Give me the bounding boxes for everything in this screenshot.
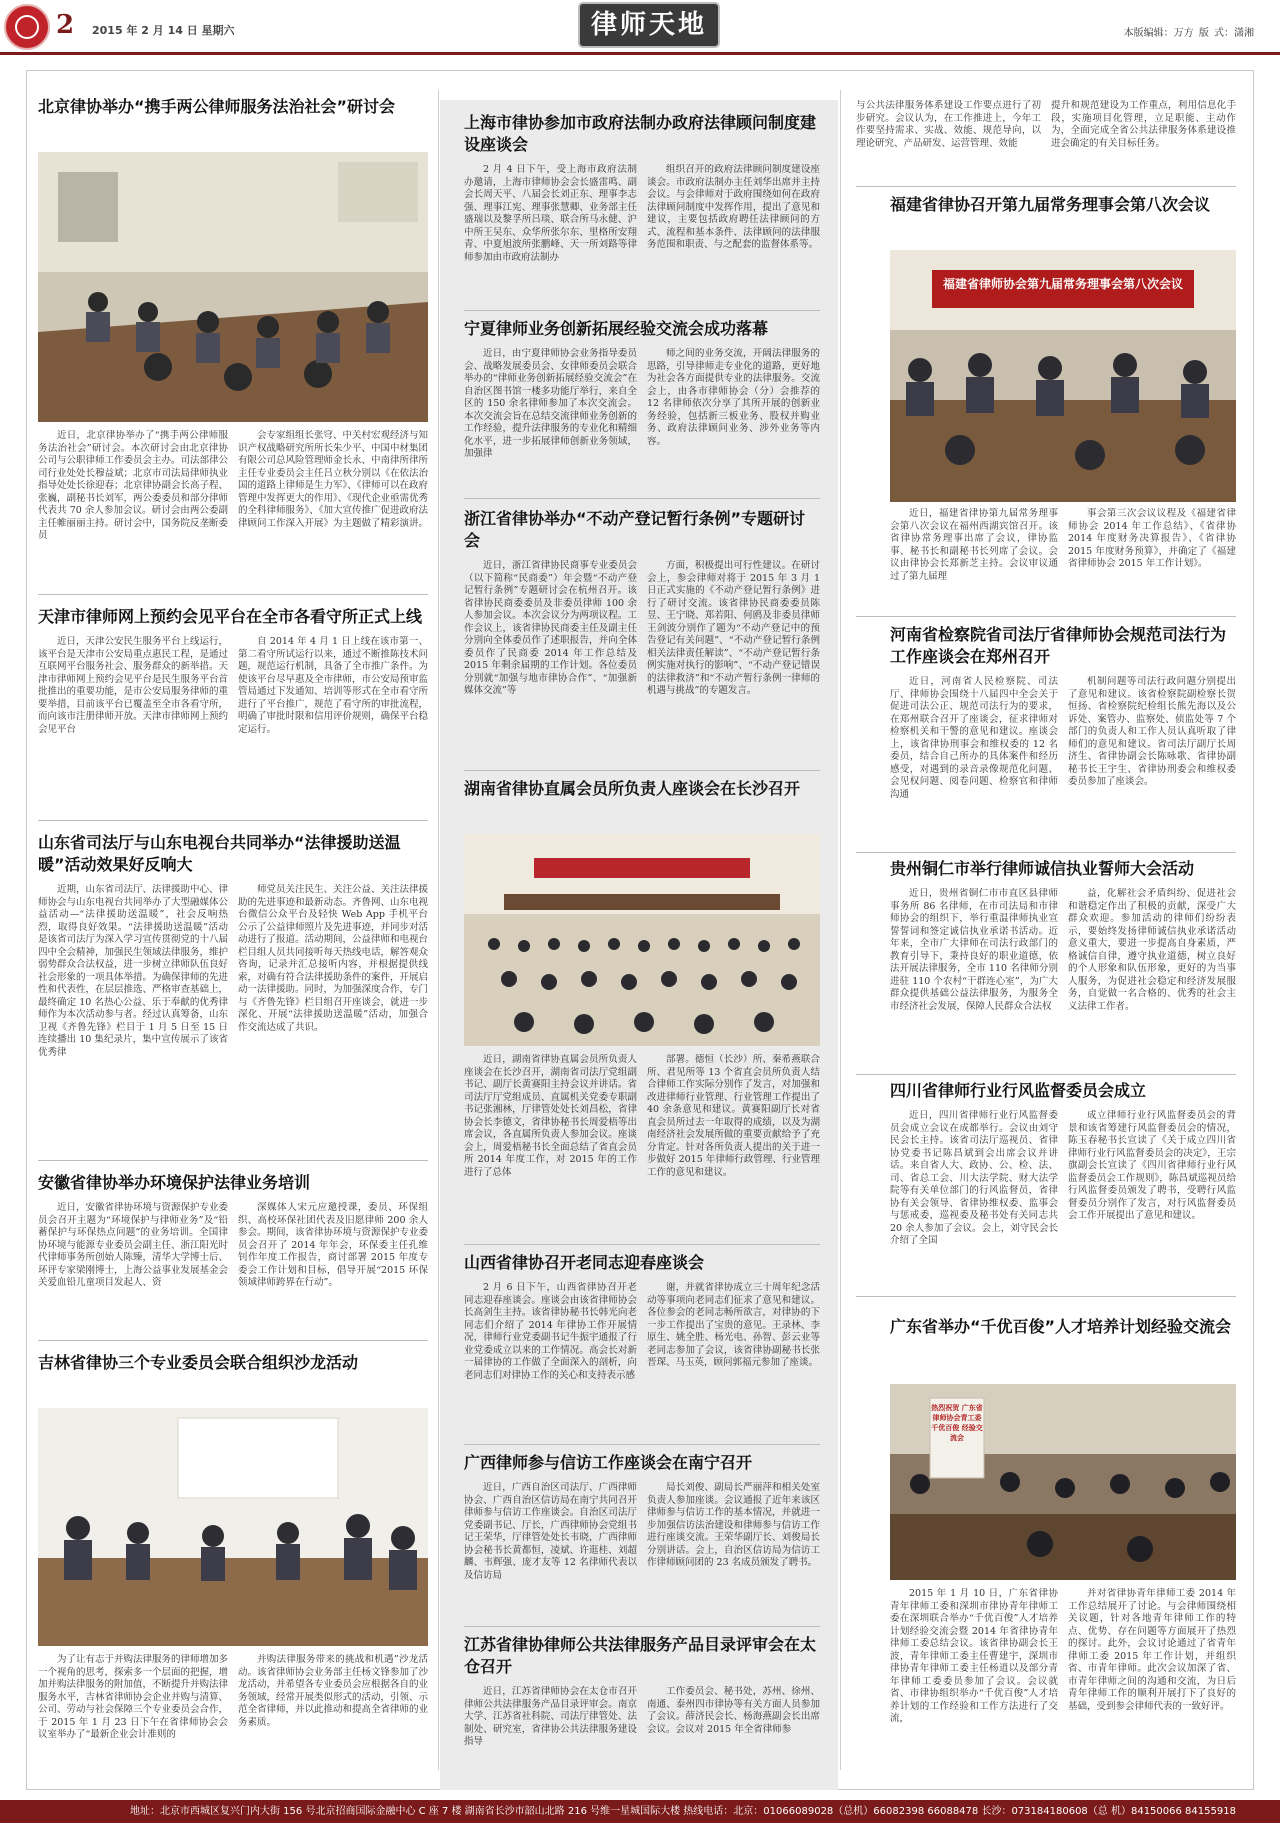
body-text: 师党员关注民生、关注公益、关注法律援助的先进事迹和最新动态。齐鲁网、山东电视台微信公众平台及轻快 Web App 手机平台公示了公益律师照片及先进事迹，并同步对活动进行了报道。活动期间，公益律师和电视台栏目组人员共同接听每天热线电话，解答观众咨询，记录并汇总接听内容，并根据提供线索，对确有符合法律援助条件的案件，开展启动一法律援助。同时，为加强深度合作，专门与《齐鲁先锋》栏目组召开座谈会，就进一步深化、开展“法律援助送温暖”活动，加强合作交流达成了共识。 <box>238 884 428 1033</box>
body-text: 与公共法律服务体系建设工作要点进行了初步研究。会议认为，在工作推进上，今年工作要坚持需求、实战、效能、规范导向，以理论研究、产品研发、运营管理、效能 <box>856 100 1041 149</box>
divider <box>38 1340 428 1341</box>
article-shanxi <box>464 1252 820 1420</box>
headline: 四川省律师行业行风监督委员会成立 <box>890 1081 1147 1100</box>
article-shandong <box>38 832 428 1146</box>
headline: 福建省律协召开第九届常务理事会第八次会议 <box>890 195 1211 214</box>
article-fujian <box>890 194 1236 224</box>
body-text: 并购法律服务带来的挑战和机遇”沙龙活动。该省律师协会业务部主任杨文锋参加了沙龙活动，并希望各专业委员会应根据各自的业务领域，经常开展类似形式的活动，引领、示范全省律师，并以此推动和提高全省律师的业务素质。 <box>238 1654 428 1728</box>
article-guangdong-body <box>890 1588 1236 1782</box>
divider <box>38 820 428 821</box>
divider <box>464 1444 820 1445</box>
body-text: 近日，四川省律师行业行风监督委员会成立会议在成都举行。会议由刘守民会长主持。该省司法厅巡视员、省律协党委书记陈昌斌到会出席会议并讲话。来自省人大、政协、公、检、法、司、省总工会、川大法学院、财大法学院等有关单位部门的行风监督员，省律协有关会领导、省律协维权委、监事会与惩戒委，巡视委及秘书处有关同志共 20 余人参加了会议。会上，刘守民会长介绍了全国 <box>890 1110 1058 1246</box>
article-beijing-body <box>38 430 428 570</box>
divider <box>464 1626 820 1627</box>
masthead: 律师天地 <box>578 2 720 48</box>
body-text: 近日，由宁夏律师协会业务指导委员会、战略发展委员会、女律师委员会联合举办的“律师业务创新拓展经验交流会”在自治区图书馆一楼多功能厅举行，来自全区的 150 余名律师参加了本次交流会。本次交流会旨在总结交流律师业务创新的工作经验，提升法律服务的专业化和精细化水平，进一步拓展律师创新业务领域，加强律 <box>464 348 637 459</box>
issue-date: 2015 年 2 月 14 日 星期六 <box>92 24 235 37</box>
divider <box>38 594 428 595</box>
article-jilin-body <box>38 1654 428 1782</box>
body-text: 2 月 4 日下午，受上海市政府法制办邀请，上海市律师协会会长盛雷鸣、副会长周天平、八届会长刘正东、理事李志强、理事江宪、理事张慧卿、业务部主任盛瑞以及黎孚所吕琰、联合所马永健、沪中所王吴东、众华所张尔东、里格所安翔青、中夏旭波所张鹏峰、天一所刘路等律师参加由市政府法制办 <box>464 164 637 263</box>
divider <box>38 1160 428 1161</box>
article-anhui <box>38 1172 428 1314</box>
editor-credits: 本版编辑：万方 版 式：潇湘 <box>1123 28 1254 39</box>
body-text: 机制问题等司法行政问题分别提出了意见和建议。该省检察院副检察长贺恒扬、省检察院纪检组长熊先海以及公诉处、案管办、监察处、侦监处等 7 个部门的负责人和工作人员认真听取了律师们的意见和建议。省司法厅副厅长周济生、省律协副会长陈咏歌、省律协副秘书长王宇生、省律协刑委会和维权委委员参加了座谈会。 <box>1068 676 1236 787</box>
divider <box>464 1244 820 1245</box>
column-rule <box>438 90 439 1770</box>
article-jilin <box>38 1352 428 1382</box>
article-hunan <box>464 778 820 808</box>
body-text: 近日，广西自治区司法厅、广西律师协会、广西自治区信访局在南宁共同召开律师参与信访工作座谈会。自治区司法厅党委副书记、厅长，广西律师协会党组书记王荣华，厅律管处处长韦晓，广西律师协会秘书长黄都恒，凌斌、许逛桂、刘超麟、韦辉强、庞才友等 12 名律师代表以及信访局 <box>464 1482 637 1581</box>
article-sichuan <box>890 1080 1236 1290</box>
welcome-board: 热烈祝贺 广东省律师协会青工委 千优百俊 经验交流会 <box>931 1404 983 1442</box>
article-fujian-body <box>890 508 1236 608</box>
photo-beijing-seminar <box>38 152 428 422</box>
body-text: 近日，江苏省律师协会在太仓市召开律师公共法律服务产品目录评审会。南京大学、江苏省社科院、司法厅律管处、法制处、研究室，省律协公共法律服务建设指导 <box>464 1686 637 1747</box>
divider <box>856 186 1236 187</box>
article-jiangsu <box>464 1634 820 1782</box>
body-text: 并对省律协青年律师工委 2014 年工作总结展开了讨论。与会律师围绕相关议题，针对各地青年律师工作的特点、优势、存在问题等方面展开了热烈的探讨。此外，会议讨论通过了省青年律师工委 2015 年工作计划，并组织省、市青年律师。此次会议加深了省、市青年律师之间的沟通和交流，为日后青年律师工作的顺利开展打下了良好的基础，受到参会律师代表的一致好评。 <box>1068 1588 1236 1712</box>
body-text: 近日，北京律协举办了“携手两公律师服务法治社会”研讨会。本次研讨会由北京律协公司与公职律师工作委员会主办。司法部律公司行业处处长穆益斌；北京市司法局律师执业指导处处长徐迎春；北京律协副会长高子程、张巍，副秘书长刘军，两公委委员和部分律师代表共 70 余人参加会议。研讨会由两公委副主任帷丽丽主持。研讨会中，国务院反垄断委员 <box>38 430 228 541</box>
body-text: 近日，浙江省律协民商事专业委员会（以下简称“民商委”）年会暨“不动产登记暂行条例”专题研讨会在杭州召开。该省律协民商委委员及非委员律师 100 余人参加会议。本次会议分为两项议程。工作会议上，该省律协民商委主任及副主任分别向全体委员作了述职报告，并向全体委员作了民商委 2014 年工作总结及 2015 年剩余届期的工作计划。各位委员分别就“加强与地市律协合作”、“加强新媒体交流”等 <box>464 560 637 696</box>
body-text: 自 2014 年 4 月 1 日上线在该市第一、第二看守所试运行以来，通过不断推陈技术问题，规范运行机制，具备了全市推广条件。为使该平台尽早惠及全市律师，市公安局预审监管局通过下发通知、培训等形式在全市看守所进行了平台推广，规范了看守所的审批流程，明确了审批时限和信用评价规则，确保平台稳定运行。 <box>238 636 428 735</box>
divider <box>856 616 1236 617</box>
body-text: 会专家组组长张穹、中关村宏观经济与知识产权战略研究所所长朱少平、中国中材集团有限公司总风险管理师金长永、中南律所律所主任专业委员会主任吕立秋分别以《在依法治国的道路上律师是生力军》、《律师可以在政府管理中发挥更大的作用》、《现代企业亟需优秀的全科律师服务》、《加大宣传推广促进政府法律顾问工作深入开展》为主题做了精彩演讲。 <box>238 430 428 529</box>
headline: 江苏省律协律师公共法律服务产品目录评审会在太仓召开 <box>464 1635 817 1676</box>
body-text: 谢，并就省律协成立三十周年纪念活动等事项向老同志们征求了意见和建议。各位参会的老同志畅所欲言，对律协的下一步工作提出了宝贵的意见。王录林、李原生、姚全胜、杨光电、孙智、彭云业等老同志参加了会议，该省律协副秘书长张晋琛、马玉英，顾问郭福元参加了座谈。 <box>647 1282 820 1368</box>
body-text: 事会第三次会议议程及《福建省律师协会 2014 年工作总结》、《省律协 2014 年度财务决算报告》、《省律协 2015 年度财务预算》，并确定了《福建省律师协会 2015 年工作计划》。 <box>1068 508 1236 569</box>
body-text: 方面，积极提出可行性建议。在研讨会上，参会律师对将于 2015 年 3 月 1 日正式实施的《不动产登记暂行条例》进行了研讨交流。该省律协民商委委员陈昱、王宁晓、郑若阳、何鸥及非委员律师王剑波分别作了题为“不动产登记中的预告登记有关问题”、“不动产登记暂行条例相关法律责任解读”、“不动产登记暂行条例实施对执行的影响”、“不动产登记错误的法律救济”和“不动产暂行条例一律师的机遇与挑战”的专题发言。 <box>647 560 820 696</box>
headline: 广东省举办“千优百俊”人才培养计划经验交流会 <box>890 1317 1232 1336</box>
article-hunan-body <box>464 1054 820 1214</box>
divider <box>856 852 1236 853</box>
headline: 吉林省律协三个专业委员会联合组织沙龙活动 <box>38 1353 359 1372</box>
article-guangxi <box>464 1452 820 1606</box>
photo-hunan-meeting <box>464 834 820 1046</box>
body-text: 2 月 6 日下午，山西省律协召开老同志迎春座谈会。座谈会由该省律师协会长高剑生主持。该省律协秘书长韩光向老同志们介绍了 2014 年律协工作开展情况，律师行业党委副书记牛振宇通报了行业党委成立以来的工作情况。高会长对新一届律协的工作做了全面深入的剖析，向老同志们对律协工作的关心和支持表示感 <box>464 1282 637 1381</box>
lawyers-association-seal-icon <box>4 4 50 50</box>
divider <box>464 770 820 771</box>
body-text: 提升和规范建设为工作重点，利用信息化手段，实施项目化管理，立足职能、主动作为，全面完成全省公共法律服务体系建设推进会确定的有关目标任务。 <box>1051 100 1236 149</box>
body-text: 2015 年 1 月 10 日，广东省律协青年律师工委和深圳市律协青年律师工委在深圳联合举办“千优百俊”人才培养计划经验交流会暨 2014 年省律协青年律师工委总结会议。该省律协副会长王波，青年律师工委主任曹建宇，深圳市律协青年律师工委主任杨逍以及部分青年律师工委委员参加了会议。会议就省、市律协组织举办“千优百俊”人才培养计划的工作经验和工作方法进行了交流， <box>890 1588 1058 1724</box>
photo-fujian-council <box>890 250 1236 502</box>
article-guangdong <box>890 1316 1236 1346</box>
body-text: 近日，安徽省律协环境与资源保护专业委员会召开主题为“环境保护与律师业务”及“铅蓄保护与环保热点问题”的业务培训。全国律协环境与能源专业委员会副主任、浙江阳光时代律师事务所创始人陈臻，清华大学博士后、环评专家梁刚博士，上海公益事业发展基金会关爱血铅儿童项目发起人、资 <box>38 1202 228 1288</box>
photo-guangdong-exchange <box>890 1384 1236 1580</box>
body-text: 近期，山东省司法厅、法律援助中心、律师协会与山东电视台共同举办了大型融媒体公益活动—“法律援助送温暖”，社会反响热烈，取得良好效果。“法律援助送温暖”活动是该省司法厅为深入学习宣传贯彻党的十八届四中全会精神，加强民生领域法律服务，维护弱势群众合法权益，进一步树立律师队伍良好社会形象的一项具体举措。为确保律师的先进性和代表性，在层层推选、严格审查基础上，最终确定 10 名热心公益、乐于奉献的优秀律师作为本次活动参与者。经过认真筹备，山东卫视《齐鲁先锋》栏目于 1 月 5 日至 15 日连续播出 10 集纪录片，集中宣传展示了该省优秀律 <box>38 884 228 1058</box>
headline: 浙江省律协举办“不动产登记暂行条例”专题研讨会 <box>464 509 806 550</box>
header-rule <box>0 52 1280 55</box>
divider <box>856 1074 1236 1075</box>
body-text: 部署。德恒（长沙）所、秦希燕联合所、君见所等 13 个省直会员所负责人结合律师工作实际分别作了发言，对加强和改进律师行业管理、行业管理工作提出了 40 余条意见和建议。黄赛阳副厅长对省直会员所过去一年取得的成绩，以及为湖南经济社会发展所做的重要贡献给予了充分肯定。针对各所负责人提出的关于进一步做好 2015 年律师行政管理、行业管理工作的意见和建议。 <box>647 1054 820 1178</box>
body-text: 深媒体人宋元应邀授课，委员、环保组织、高校环保社团代表及旧愿律师 200 余人参会。期间，该省律协环境与资源保护专业委员会召开了 2014 年年会，环保委主任孔维钊作年度工作报告，商讨部署 2015 年度专委会工作计划和目标，倡导开展“2015 环保领域律师跨界在行动”。 <box>238 1202 428 1288</box>
divider <box>464 310 820 311</box>
body-text: 为了让有志于并购法律服务的律师增加多一个视角的思考，探索多一个层面的把握，增加并购法律服务的附加值，不断提升并购法律服务水平，吉林省律师协会企业并购与清算、公司、劳动与社会保障三个专业委员会合作，于 2015 年 1 月 23 日下午在省律师协会会议室举办了“最新企业会计准则的 <box>38 1654 228 1740</box>
page-header <box>0 0 1280 60</box>
headline: 安徽省律协举办环境保护法律业务培训 <box>38 1173 311 1192</box>
body-text: 近日，贵州省铜仁市市直区县律师事务所 86 名律师，在市司法局和市律师协会的组织下，举行重温律师执业宣誓誓词和签定诚信执业承诺书活动。近年来，全市广大律师在司法行政部门的教育引导下，秉持良好的职业道德，依法开展法律服务，全市 110 名律师分别进驻 110 个农村“干群连心室”，为广大群众提供基础公益法律服务，为服务全市经济社会发展，保障人民群众合法权 <box>890 888 1058 1012</box>
body-text: 师之间的业务交流，开阔法律服务的思路，引导律师走专业化的道路，更好地为社会各方面提供专业的法律服务。交流会上，由各市律师协会（分）会推荐的 12 名律师依次分享了其所开展的创新业务经验，包括新三板业务、股权并购业务、政府法律顾问业务、涉外业务等内容。 <box>647 348 820 447</box>
body-text: 近日，河南省人民检察院、司法厅、律师协会围绕十八届四中全会关于促进司法公正、规范司法行为的要求，在郑州联合召开了座谈会，征求律师对检察机关和干警的意见和建议。座谈会上，该省律协刑事会和维权委的 12 名委员，结合自己所办的具体案件和经历感受，对遇到的录音录像规范化问题、会见权问题、阅卷问题、检察官和律师沟通 <box>890 676 1058 800</box>
headline: 山西省律协召开老同志迎春座谈会 <box>464 1253 705 1272</box>
article-zhejiang <box>464 508 820 758</box>
body-text: 益，化解社会矛盾纠纷、促进社会和谐稳定作出了积极的贡献，深受广大群众欢迎。参加活动的律师们纷纷表示，要始终发扬律师诚信执业承诺活动意义重大，要进一步提高自身素质，严格诚信自律，遵守执业道德，树立良好的个人形象和队伍形象，更好的为当事人服务，为促进社会稳定和经济发展服务，自觉做一名合格的、优秀的社会主义法律工作者。 <box>1068 888 1236 1012</box>
headline: 北京律协举办“携手两公律师服务法治社会”研讨会 <box>38 97 396 116</box>
divider <box>464 498 820 499</box>
headline: 广西律师参与信访工作座谈会在南宁召开 <box>464 1453 753 1472</box>
article-henan <box>890 624 1236 836</box>
headline: 贵州铜仁市举行律师诚信执业誓师大会活动 <box>890 859 1195 878</box>
headline: 河南省检察院省司法厅省律师协会规范司法行为工作座谈会在郑州召开 <box>890 625 1227 666</box>
headline: 湖南省律协直属会员所负责人座谈会在长沙召开 <box>464 779 801 798</box>
body-text: 近日，湖南省律协直属会员所负责人座谈会在长沙召开，湖南省司法厅党组副书记、副厅长黄赛阳主持会议并讲话。省司法厅厅党组成员、直属机关党委专职副书记张湘林，厅律管处处长刘昌松，省律协会长李德文，省律协秘书长周爱梧等出席会议，各直属所负责人参加会议。座谈会上，周爱梧秘书长全面总结了省直会员所 2014 年度工作，对 2015 年的工作进行了总体 <box>464 1054 637 1178</box>
article-shanghai <box>464 112 820 298</box>
meeting-banner: 福建省律师协会第九届常务理事会第八次会议 <box>932 270 1195 308</box>
article-ningxia <box>464 318 820 474</box>
article-jiangsu-continued <box>856 100 1236 170</box>
body-text: 局长刘俊、副局长严丽萍和相关处室负责人参加座谈。会议通报了近年来该区律师参与信访工作的基本情况，并就进一步加强信访法治建设和律师参与信访工作进行座谈交流。王荣华副厅长、刘俊局长分别讲话。会上，自治区信访局为信访工作律师顾问团的 23 名成员颁发了聘书。 <box>647 1482 820 1568</box>
column-rule <box>840 90 841 1770</box>
headline: 上海市律协参加市政府法制办政府法律顾问制度建设座谈会 <box>464 113 817 154</box>
page-footer-address: 地址：北京市西城区复兴门内大街 156 号北京招商国际金融中心 C 座 7 楼 湖南省长沙市韶山北路 216 号维一星城国际大楼 热线电话：北京：01066089028（总机）66082398 66088478 长沙：073184180608（总 机）84150066 84155918 <box>0 1800 1280 1823</box>
body-text: 工作委员会、秘书处，苏州、徐州、南通、泰州四市律协等有关方面人员参加了会议。薛济民会长、杨海燕副会长出席会议。会议对 2015 年全省律师参 <box>647 1686 820 1735</box>
photo-jilin-salon <box>38 1408 428 1646</box>
body-text: 组织召开的政府法律顾问制度建设座谈会。市政府法制办主任刘华出席并主持会议。与会律师对于政府围绕如何在政府法律顾问制度中发挥作用，提出了意见和建议，主要包括政府聘任法律顾问的方式、流程和基本条件、法律顾问的法律服务范围和职责、与之配套的监督体系等。 <box>647 164 820 250</box>
headline: 天津市律师网上预约会见平台在全市各看守所正式上线 <box>38 607 423 626</box>
article-beijing <box>38 96 428 126</box>
body-text: 成立律师行业行风监督委员会的背景和该省筹建行风监督委员会的情况，陈玉春秘书长宣读了《关于成立四川省律师行业行风监督委员会的决定》，王宗旗副会长宣读了《四川省律师行业行风监督委员会工作规则》，陈昌斌巡视员给行风监督委员颁发了聘书，受聘行风监督委员分别作了发言，对行风监督委员会工作开展提出了意见和建议。 <box>1068 1110 1236 1221</box>
article-guizhou <box>890 858 1236 1070</box>
article-tianjin <box>38 606 428 756</box>
body-text: 近日，福建省律协第九届常务理事会第八次会议在福州西湖宾馆召开。该省律协常务理事出席了会议，律协监事、秘书长和副秘书长列席了会议。会议由律协会长郑新芝主持。会议审议通过了第九届理 <box>890 508 1058 582</box>
divider <box>856 1296 1236 1297</box>
headline: 宁夏律师业务创新拓展经验交流会成功落幕 <box>464 319 769 338</box>
headline: 山东省司法厅与山东电视台共同举办“法律援助送温暖”活动效果好反响大 <box>38 833 401 874</box>
page-number: 2 <box>56 10 75 40</box>
body-text: 近日，天津公安民生服务平台上线运行，该平台是天津市公安局重点惠民工程，是通过互联网平台服务社会、服务群众的新举措。天津市律师网上预约会见平台是民生服务平台首批推出的重要功能，是市公安局服务律师的重要举措，目前该平台已覆盖至全市各看守所，而向该市注册律师开放。天津市律师网上预约会见平台 <box>38 636 228 735</box>
